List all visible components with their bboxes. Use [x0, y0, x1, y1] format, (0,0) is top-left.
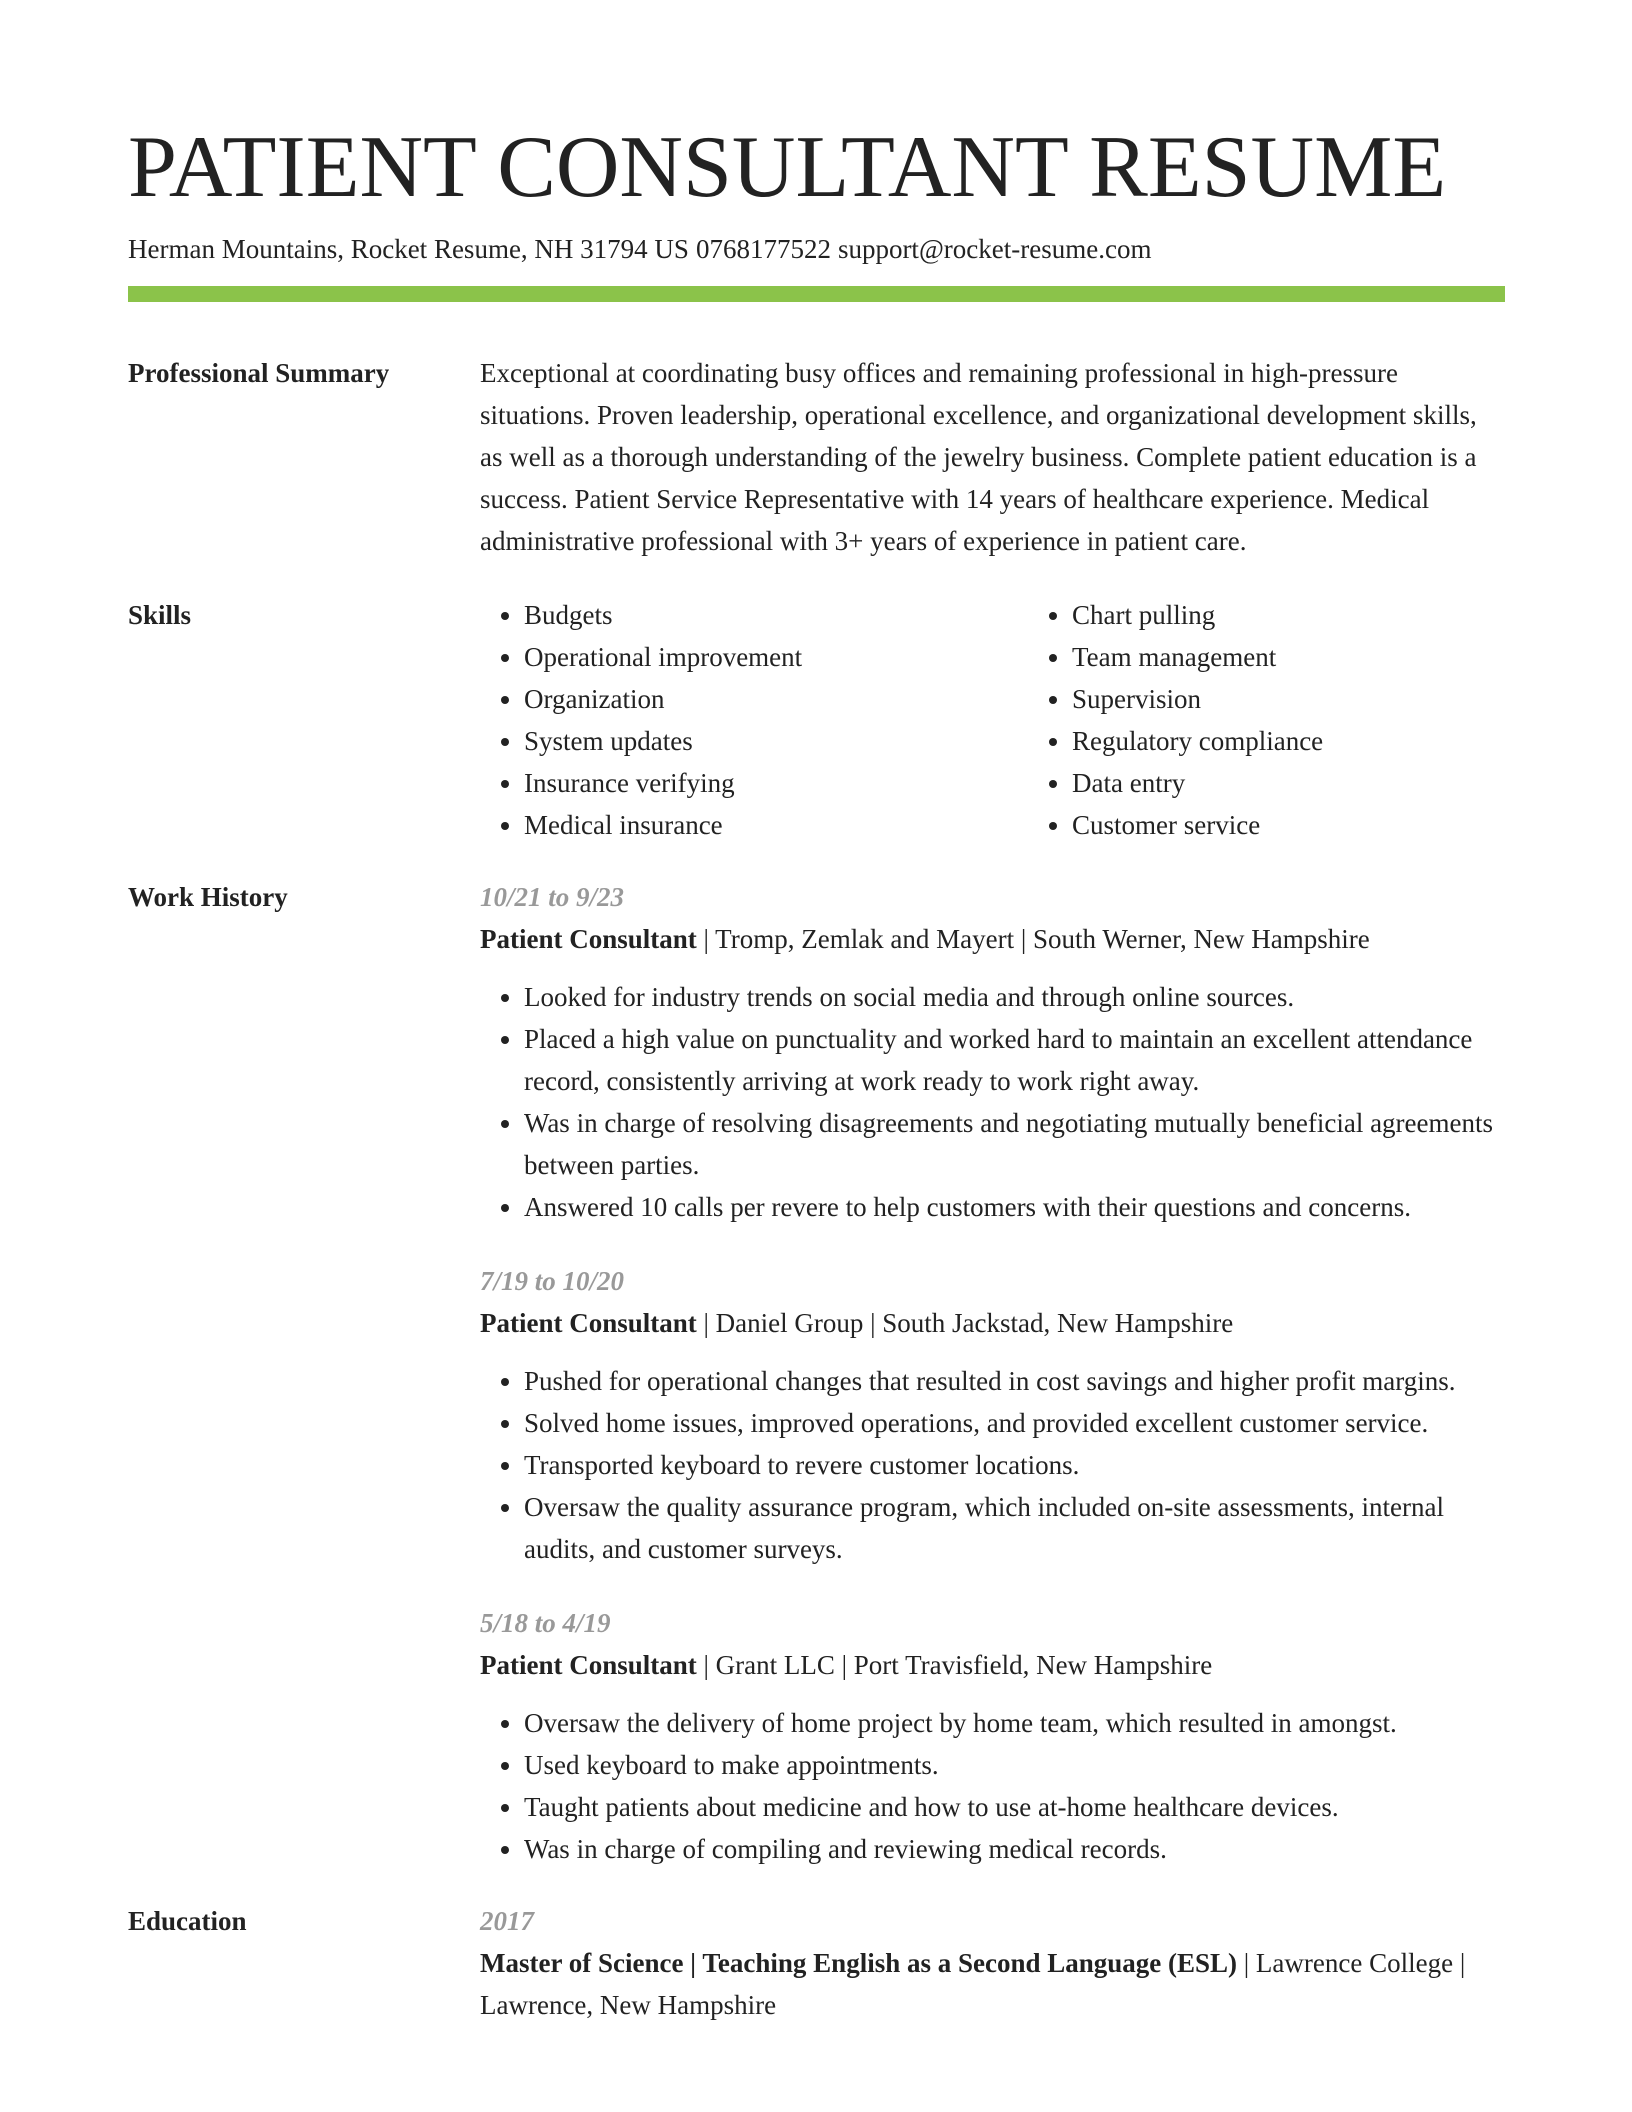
job-details: | Tromp, Zemlak and Mayert | South Werner, New Hampshire: [696, 924, 1370, 954]
job-bullets: [480, 1360, 1505, 1570]
professional-summary-section: [128, 352, 1505, 562]
job-bullet: • Transported keyboard to revere customer locations.: [524, 1444, 1505, 1486]
education-section: [128, 1900, 1505, 2026]
job-bullet: • Oversaw the delivery of home project by home team, which resulted in amongst.: [524, 1702, 1505, 1744]
job-bullet: • Was in charge of resolving disagreements and negotiating mutually beneficial agreements between parties.: [524, 1102, 1505, 1186]
education-year: 2017: [480, 1906, 534, 1936]
skill-item: • Regulatory compliance: [1072, 720, 1576, 762]
section-label-work: Work History: [128, 882, 288, 912]
education-degree: Master of Science | Teaching English as a Second Language (ESL): [480, 1948, 1238, 1978]
job-bullet: • Solved home issues, improved operations, and provided excellent customer service.: [524, 1402, 1505, 1444]
section-label-skills: Skills: [128, 600, 192, 630]
skill-item: • Chart pulling: [1072, 594, 1576, 636]
job-role-line: [480, 1302, 1505, 1344]
job-bullet: • Oversaw the quality assurance program, which included on-site assessments, internal audits, and customer surveys.: [524, 1486, 1505, 1570]
education-entry: [480, 1900, 1505, 2026]
skill-item: • Supervision: [1072, 678, 1576, 720]
work-history-list: [480, 876, 1505, 1870]
skill-item: • Customer service: [1072, 804, 1576, 846]
skill-item: • Data entry: [1072, 762, 1576, 804]
contact-phone: 0768177522: [695, 234, 831, 264]
job-bullet: • Answered 10 calls per revere to help customers with their questions and concerns.: [524, 1186, 1505, 1228]
job-role-line: [480, 1644, 1505, 1686]
job-dates: 10/21 to 9/23: [480, 882, 625, 912]
section-label-education: Education: [128, 1906, 247, 1936]
resume-title: PATIENT CONSULTANT RESUME: [128, 119, 1447, 216]
job-role-line: [480, 918, 1505, 960]
skill-item: • Team management: [1072, 636, 1576, 678]
skill-item: • System updates: [524, 720, 1028, 762]
skills-column-left: [480, 594, 1028, 846]
job-title: Patient Consultant: [480, 1308, 697, 1338]
job-bullet: • Taught patients about medicine and how to use at-home healthcare devices.: [524, 1786, 1505, 1828]
job-title: Patient Consultant: [480, 1650, 697, 1680]
job-bullets: [480, 1702, 1505, 1870]
job-title: Patient Consultant: [480, 924, 697, 954]
summary-text: Exceptional at coordinating busy offices and remaining professional in high-pressure situations. Proven leadership, operational excellence, and organizational development skills, as well as a thorough understanding of the jewelry business. Complete patient education is a success. Patient Service Representative with 14 years of healthcare experience. Medical administrative professional with 3+ years of experience in patient care.: [480, 358, 1477, 556]
skills-list: [480, 594, 1576, 846]
section-label-summary: Professional Summary: [128, 358, 390, 388]
education-line: [480, 1942, 1505, 2026]
job-details: | Grant LLC | Port Travisfield, New Hampshire: [696, 1650, 1213, 1680]
job-entry: [480, 1260, 1505, 1570]
job-details: | Daniel Group | South Jackstad, New Hampshire: [696, 1308, 1234, 1338]
job-bullet: • Placed a high value on punctuality and worked hard to maintain an excellent attendance record, consistently arriving at work ready to work right away.: [524, 1018, 1505, 1102]
job-dates: 7/19 to 10/20: [480, 1266, 625, 1296]
skill-item: • Medical insurance: [524, 804, 1028, 846]
education-details: | Lawrence College | Lawrence, New Hampshire: [480, 1948, 1466, 2020]
contact-address: Herman Mountains, Rocket Resume, NH 31794 US: [128, 234, 689, 264]
skill-item: • Organization: [524, 678, 1028, 720]
header-divider: [128, 286, 1505, 302]
skill-item: • Insurance verifying: [524, 762, 1028, 804]
job-bullet: • Pushed for operational changes that resulted in cost savings and higher profit margins.: [524, 1360, 1505, 1402]
skill-item: • Operational improvement: [524, 636, 1028, 678]
skill-item: • Budgets: [524, 594, 1028, 636]
skills-column-right: [1028, 594, 1576, 846]
job-bullet: • Was in charge of compiling and reviewing medical records.: [524, 1828, 1505, 1870]
job-bullet: • Looked for industry trends on social media and through online sources.: [524, 976, 1505, 1018]
job-bullet: • Used keyboard to make appointments.: [524, 1744, 1505, 1786]
work-history-section: [128, 876, 1505, 1870]
job-dates: 5/18 to 4/19: [480, 1608, 611, 1638]
job-entry: [480, 876, 1505, 1228]
job-entry: [480, 1602, 1505, 1870]
contact-email: support@rocket-resume.com: [837, 234, 1152, 264]
contact-line: [128, 232, 1504, 266]
job-bullets: [480, 976, 1505, 1228]
skills-section: [128, 594, 1505, 846]
